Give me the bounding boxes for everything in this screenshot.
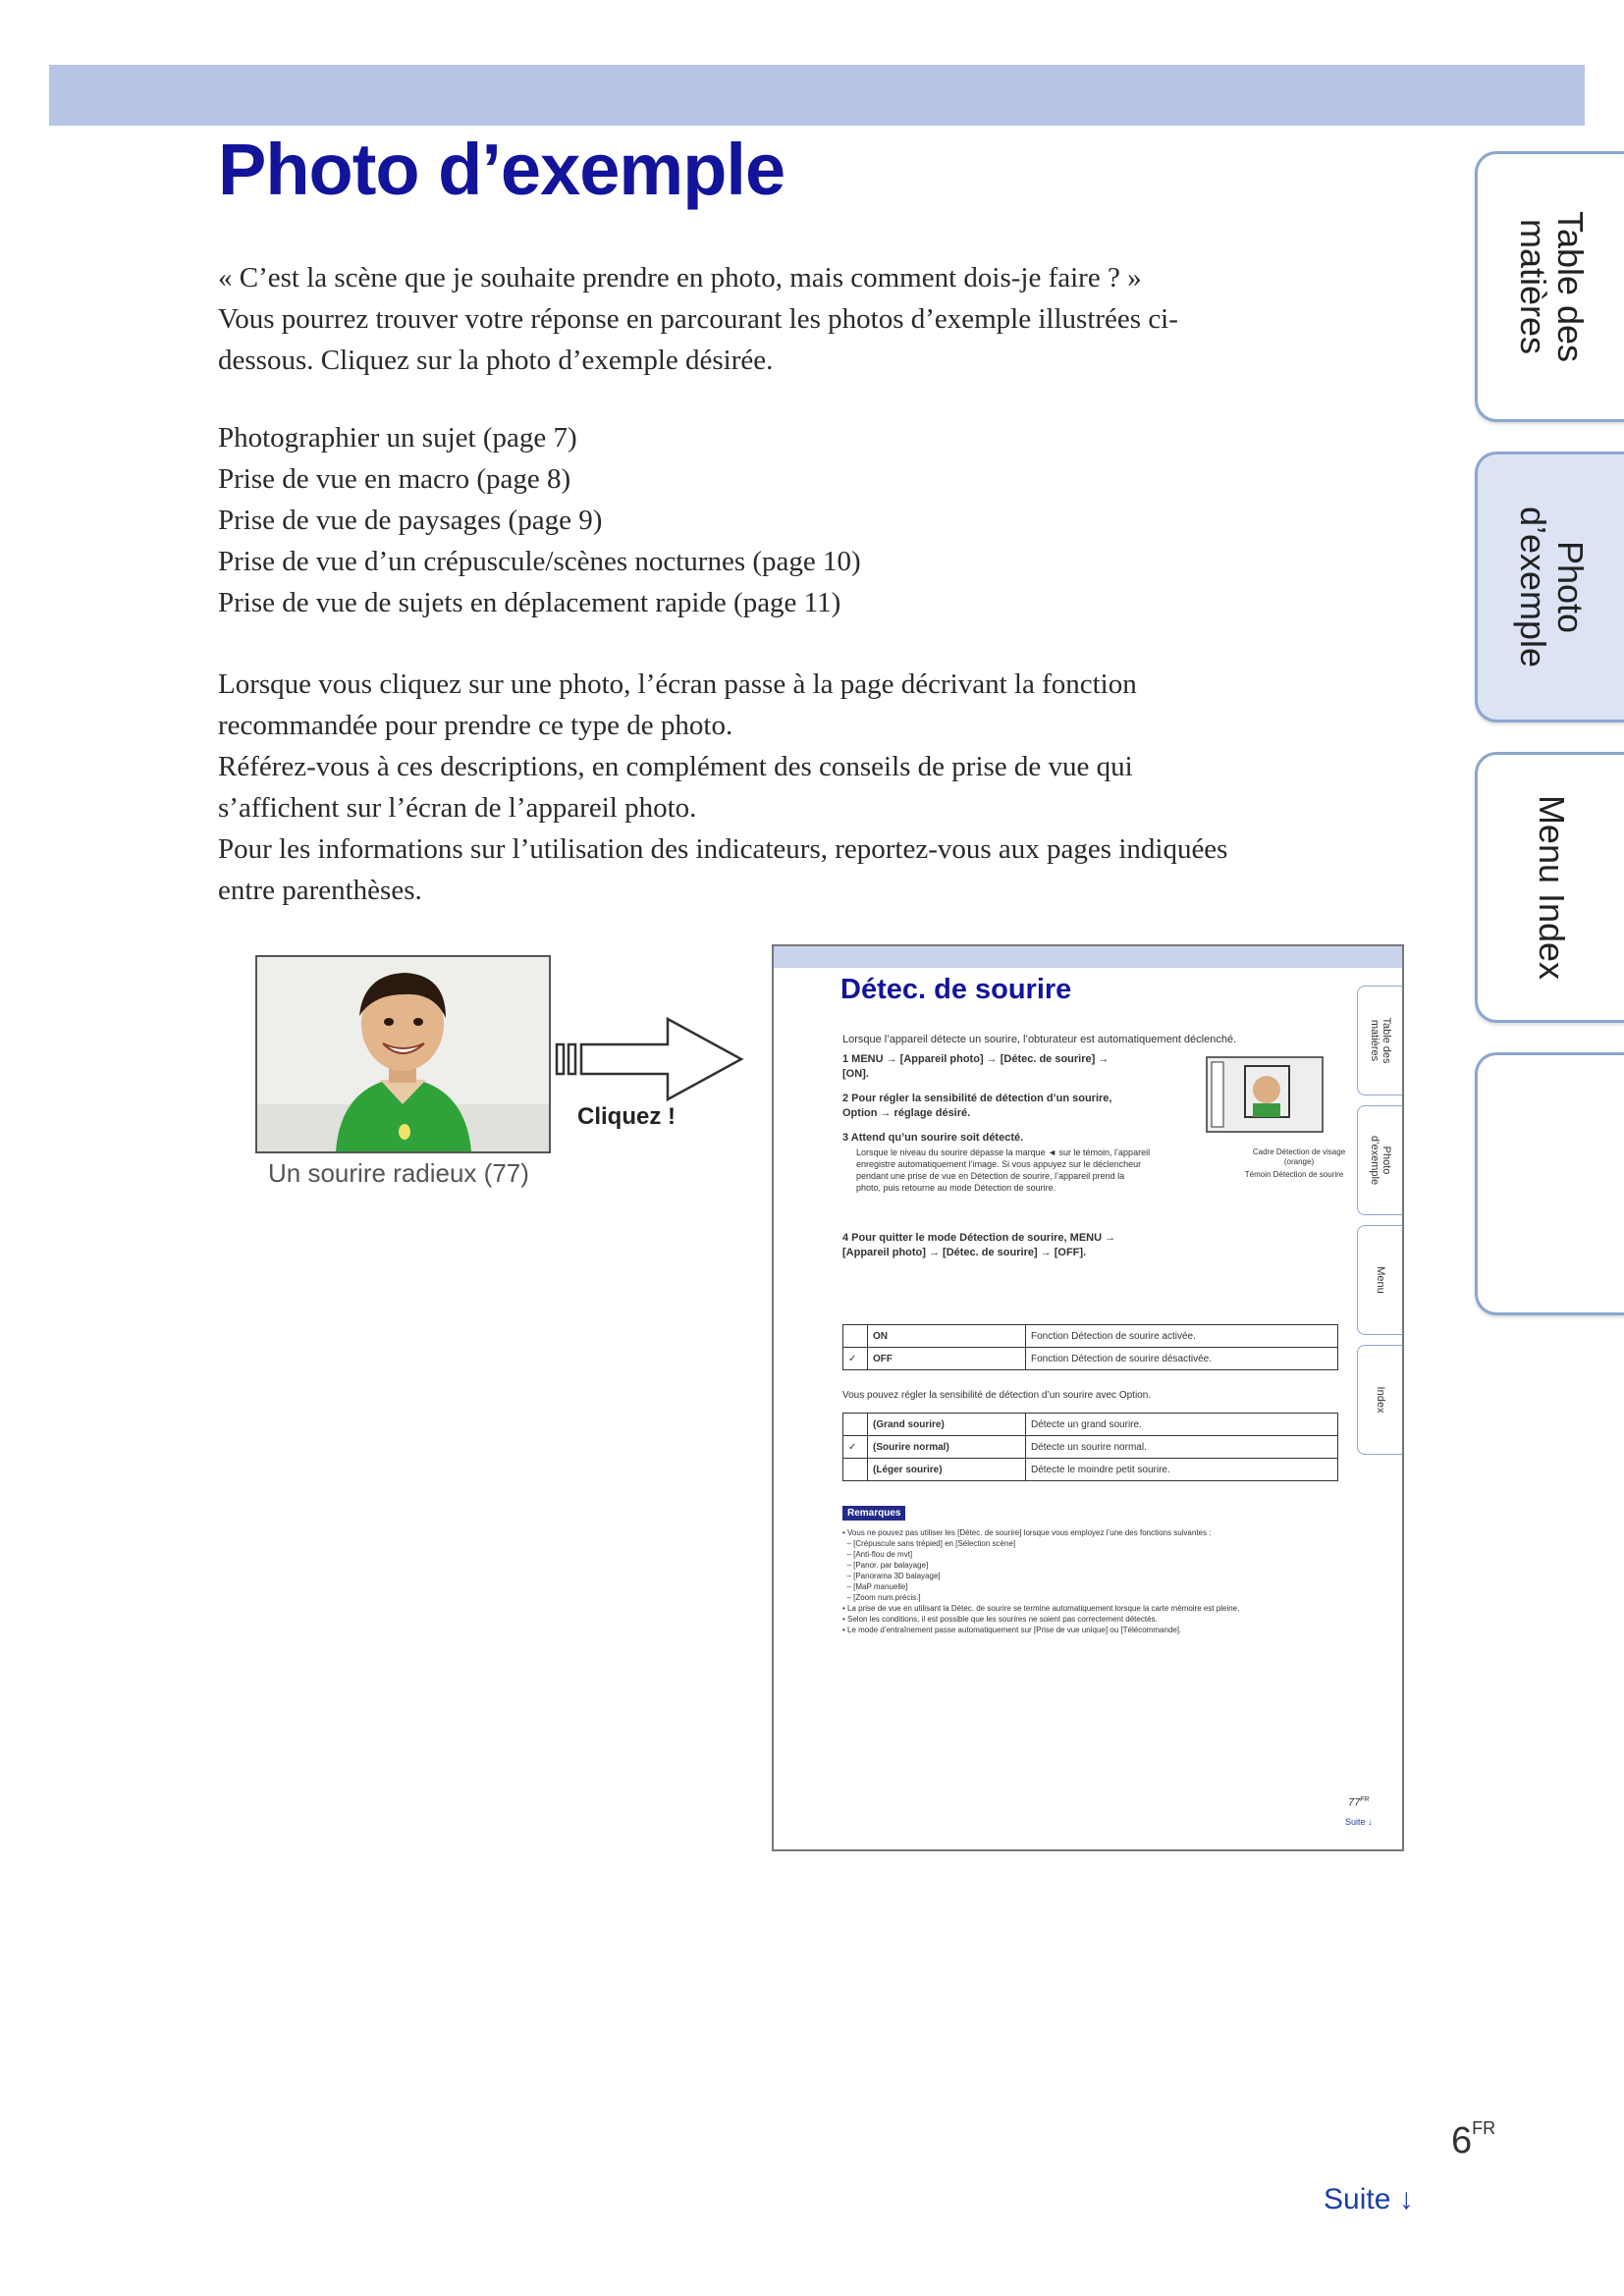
remark-line: – [MaP manuelle] [842,1582,908,1591]
arrow-down-icon: ↓ [1398,2183,1414,2216]
table-cell-desc: Détecte un grand sourire. [1026,1414,1338,1436]
thumb-table-on-off [842,1324,1338,1370]
table-cell-desc: Fonction Détection de sourire activée. [1026,1325,1338,1348]
remark-line: • Vous ne pouvez pas utiliser les [Détec. de sourire] lorsque vous employez l’une des fonctions suivantes : [842,1528,1212,1537]
explain-line: s’affichent sur l’écran de l’appareil photo. [218,792,697,824]
thumb-suite-link: Suite ↓ [1345,1817,1373,1827]
table-row [843,1459,1338,1481]
table-cell-check [843,1325,868,1348]
table-cell-desc: Détecte le moindre petit sourire. [1026,1459,1338,1481]
example-caption: Un sourire radieux (77) [268,1158,529,1188]
camera-screen-figure [1206,1056,1324,1133]
suite-link[interactable]: Suite ↓ [1324,2183,1414,2216]
table-cell-desc: Fonction Détection de sourire désactivée. [1026,1348,1338,1370]
thumb-step-1: 1 MENU → [Appareil photo] → [Détec. de sourire] → [ON]. [842,1053,1110,1080]
remark-line: • Le mode d’entraînement passe automatiquement sur [Prise de vue unique] ou [Télécommande]. [842,1626,1182,1634]
table-cell-check: ✓ [843,1348,868,1370]
example-links [218,417,861,623]
remark-line: • La prise de vue en utilisant la Détec. de sourire se termine automatiquement lorsque la carte mémoire est pleine. [842,1604,1240,1613]
tab-label: Table des matières [1513,210,1591,363]
explain-line: Référez-vous à ces descriptions, en complément des conseils de prise de vue qui [218,751,1133,782]
thumb-table-sensitivity [842,1413,1338,1481]
intro-line: Vous pourrez trouver votre réponse en parcourant les photos d’exemple illustrées ci- [218,303,1178,335]
boy-photo-image [257,957,549,1151]
link-paysages[interactable]: Prise de vue de paysages (page 9) [218,505,603,536]
intro-line: « C’est la scène que je souhaite prendre en photo, mais comment dois-je faire ? » [218,262,1142,294]
page-title: Photo d’exemple [218,129,785,210]
table-cell-desc: Détecte un sourire normal. [1026,1436,1338,1459]
table-cell-check [843,1414,868,1436]
thumb-sensitivity-intro: Vous pouvez régler la sensibilité de détection d’un sourire avec Option. [842,1390,1152,1401]
figure-label-cadre: Cadre Détection de visage (orange) [1252,1148,1346,1166]
table-cell-key: ON [868,1325,1026,1348]
table-cell-key: OFF [868,1348,1026,1370]
click-label: Cliquez ! [577,1103,676,1130]
intro-line: dessous. Cliquez sur la photo d’exemple désirée. [218,345,774,376]
thumb-header-bar [774,946,1402,968]
thumb-step-3: 3 Attend qu’un sourire soit détecté. [842,1132,1024,1144]
table-row [843,1436,1338,1459]
thumb-intro: Lorsque l’appareil détecte un sourire, l’obturateur est automatiquement déclenché. [842,1034,1237,1045]
remark-line: • Selon les conditions, il est possible que les sourires ne soient pas correctement détectés. [842,1615,1158,1624]
thumb-step-4: 4 Pour quitter le mode Détection de sourire, MENU → [Appareil photo] → [Détec. de sourire] → [OFF]. [842,1232,1116,1258]
tab-table-des-matieres[interactable] [1475,151,1624,422]
explain-line: entre parenthèses. [218,875,422,906]
tab-label: Menu Index [1532,794,1572,981]
example-photo-smiling-boy[interactable] [255,955,551,1153]
thumb-step-3-detail: Lorsque le niveau du sourire dépasse la marque ◄ sur le témoin, l’appareil enregistre automatiquement l’image. Si vous appuyez sur le déclencheur pendant une prise de vue en Détection de sourire, l’appareil prend la photo, puis retourne au mode Détection de sourire. [856,1148,1151,1193]
page-number: $6^{FR}$ [1451,2118,1496,2162]
remark-line: – [Zoom num.précis.] [842,1593,921,1602]
explain-line: Lorsque vous cliquez sur une photo, l’écran passe à la page décrivant la fonction [218,668,1137,700]
thumb-title: Détec. de sourire [840,974,1072,1005]
remark-line: – [Crépuscule sans trépied] en [Sélection scène] [842,1539,1016,1548]
remark-line: – [Panor. par balayage] [842,1561,929,1570]
tab-photo-exemple[interactable] [1475,452,1624,722]
table-cell-key: (Grand sourire) [868,1414,1026,1436]
tab-empty[interactable] [1475,1052,1624,1315]
table-row [843,1348,1338,1370]
table-row [843,1414,1338,1436]
table-cell-key: (Léger sourire) [868,1459,1026,1481]
thumb-step-2: 2 Pour régler la sensibilité de détection d’un sourire, Option → réglage désiré. [842,1093,1112,1119]
thumb-page-number: $77^{FR}$ [1348,1796,1370,1809]
header-bar [49,65,1585,126]
remark-line: – [Anti-flou de mvt] [842,1550,913,1559]
thumb-tab-photo-exemple: Photo d’exemple [1357,1105,1403,1215]
remark-line: – [Panorama 3D balayage] [842,1572,941,1580]
page-thumbnail-detec-sourire[interactable] [772,944,1404,1851]
table-cell-check [843,1459,868,1481]
thumb-tab-index: Index [1357,1345,1403,1455]
link-deplacement-rapide[interactable]: Prise de vue de sujets en déplacement rapide (page 11) [218,587,841,618]
table-cell-key: (Sourire normal) [868,1436,1026,1459]
remarks-list [842,1527,1353,1635]
thumb-tab-table-des-matieres: Table des matières [1357,986,1403,1095]
figure-label-temoin: Témoin Détection de sourire [1244,1170,1344,1179]
table-row [843,1325,1338,1348]
tab-menu-index[interactable] [1475,752,1624,1023]
link-photographier-sujet[interactable]: Photographier un sujet (page 7) [218,422,577,454]
explain-line: recommandée pour prendre ce type de photo. [218,710,733,741]
tab-label: Photo d’exemple [1513,506,1591,668]
arrow-right-icon [555,1011,746,1104]
link-crepuscule[interactable]: Prise de vue d’un crépuscule/scènes nocturnes (page 10) [218,546,861,577]
table-cell-check: ✓ [843,1436,868,1459]
remarks-badge: Remarques [842,1506,905,1521]
link-macro[interactable]: Prise de vue en macro (page 8) [218,463,571,495]
thumb-tab-menu: Menu [1357,1225,1403,1335]
explain-line: Pour les informations sur l’utilisation des indicateurs, reportez-vous aux pages indiquées [218,833,1228,865]
